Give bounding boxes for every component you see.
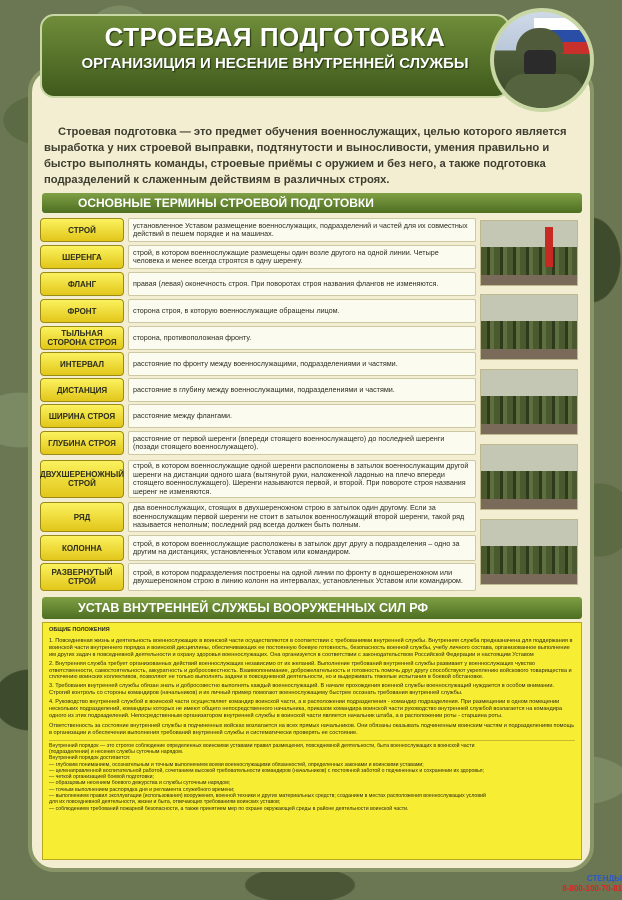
term-definition: расстояние от первой шеренги (впереди стоящего военнослужащего) до последней шеренги (позади стоящего военнослужащего). — [128, 431, 476, 455]
term-label: ДВУХШЕРЕНОЖНЫЙ СТРОЙ — [40, 460, 124, 498]
term-definition: сторона строя, в которую военнослужащие обращены лицом. — [128, 299, 476, 323]
charter-banner: УСТАВ ВНУТРЕННЕЙ СЛУЖБЫ ВООРУЖЕННЫХ СИЛ РФ — [42, 597, 582, 619]
term-row — [40, 431, 476, 455]
term-row — [40, 272, 476, 296]
term-definition: два военнослужащих, стоящих в двухшереножном строю в затылок один другому. Если за военнослужащим первой шеренги не стоит в затылок военнослужащий второй шеренги, такой ряд называется неполным; последний ряд всегда должен быть полным. — [128, 502, 476, 532]
term-definition: расстояние в глубину между военнослужащими, подразделениями и частями. — [128, 378, 476, 402]
logo-phone: 8-800-100-70-81 — [562, 884, 622, 893]
term-label: ШЕРЕНГА — [40, 245, 124, 269]
list-item: Внутренний порядок достигается: — [49, 755, 131, 762]
balaclava-icon — [524, 50, 556, 76]
list-item: — образцовым несением боевого дежурства и службы суточным нарядом; — [49, 780, 231, 787]
parade-photo — [480, 294, 578, 360]
page-subtitle: ОРГАНИЗИЦИЯ И НЕСЕНИЕ ВНУТРЕННЕЙ СЛУЖБЫ — [81, 55, 469, 72]
charter-paragraph: 1. Повседневная жизнь и деятельность военнослужащих в воинской части осуществляются в соответствии с требованиями внутренней службы. Внутренняя служба предназначена для поддержания в воинской части внутреннего порядка и воинской дисциплины, обеспечивающих ее постоянную боевую готовность, безопасность военной службы, учебу личного состава, организованное выполнение им других задач в повседневной деятельности и охрану здоровья военнослужащих. Она организуется в соответствии с законодательством Российской Федерации и настоящим Уставом — [49, 637, 573, 658]
list-item: (подразделении) и несения службы суточным нарядом. — [49, 748, 184, 755]
term-label: СТРОЙ — [40, 218, 124, 242]
intro-paragraph: Строевая подготовка — это предмет обучения военнослужащих, целью которого является выработка у них строевой выправки, подтянутости и выносливости, умения правильно и быстро выполнять команды, строевые приёмы с оружием и без него, а также подготовка подразделений к слаженным действиям в различных строях. — [44, 126, 567, 186]
term-row — [40, 245, 476, 269]
term-row — [40, 299, 476, 323]
term-row — [40, 502, 476, 532]
term-row — [40, 352, 476, 376]
soldier-photo — [490, 8, 594, 112]
section-title: ОБЩИЕ ПОЛОЖЕНИЯ — [49, 627, 110, 633]
term-label: РЯД — [40, 502, 124, 532]
term-row — [40, 535, 476, 561]
term-label: КОЛОННА — [40, 535, 124, 561]
uniform-icon — [504, 74, 584, 112]
parade-photo — [480, 369, 578, 435]
parade-photo — [480, 519, 578, 585]
header-banner — [40, 14, 510, 98]
charter-block — [42, 622, 582, 860]
logo-brand: СТЕНДЫ — [586, 874, 622, 883]
list-item: — точным выполнением распорядка дня и регламента служебного времени; — [49, 786, 235, 793]
term-definition: строй, в котором военнослужащие размещены один возле другого на одной линии. Четыре человека и менее всегда строятся в одну шеренгу. — [128, 245, 476, 269]
list-item: — глубоким пониманием, осознательным и точным выполнением всеми военнослужащими обязанностей, определенных законами и воинскими уставами; — [49, 761, 424, 768]
charter-paragraph: 3. Требования внутренней службы обязан знать и добросовестно выполнять каждый военнослужащий. В начале прохождения военной службы военнослужащий нуждается в особом внимании. Строгий контроль со стороны командиров (начальников) и их личный пример помогают военнослужащему быстрее осознать требования внутренней службы. — [49, 683, 555, 697]
charter-paragraph: 4. Руководство внутренней службой в воинской части осуществляет командир воинской части, а в расположении подразделения - командир подразделения. При размещении в одном помещении нескольких подразделений, командиры которых не имеют общего непосредственного начальника, приказом командира воинской части руководство внутренней службой возлагается на командира одного из этих подразделений. Непосредственным организатором внутренней службы в воинской части является начальник штаба, а в расположении роты - старшина роты. — [49, 699, 563, 719]
term-label: ШИРИНА СТРОЯ — [40, 404, 124, 428]
term-row — [40, 378, 476, 402]
internal-order-list — [49, 740, 575, 812]
term-row — [40, 404, 476, 428]
term-label: ФЛАНГ — [40, 272, 124, 296]
list-item: — целенаправленной воспитательной работой, сочетанием высокой требовательности командиров (начальников) с постоянной заботой о подчиненных и сохранении их здоровья; — [49, 767, 485, 774]
list-item: Внутренний порядок — это строгое соблюдение определенных воинскими уставами правил размещения, повседневной деятельности, быта военнослужащих в воинской части — [49, 742, 475, 749]
parade-photo — [480, 444, 578, 510]
term-label: ИНТЕРВАЛ — [40, 352, 124, 376]
term-label: РАЗВЕРНУТЫЙ СТРОЙ — [40, 563, 124, 591]
term-definition: строй, в котором военнослужащие одной шеренги расположены в затылок военнослужащим другой шеренги на дистанции одного шага (вытянутой руки, наложенной ладонью на плечо впереди стоящего военнослужащего). Шеренги называются первой, и второй. При повороте строя названия шеренг не изменяются. — [128, 460, 476, 498]
parade-photo — [480, 220, 578, 286]
charter-paragraph: Ответственность за состояние внутренней службы в подчиненных войсках возлагается на всех прямых начальников. Они обязаны оказывать подчиненным воинским частям и подразделениям помощь в организации и обеспечении выполнения требований внутренней службы и систематически проверять ее состояние. — [49, 722, 575, 736]
term-row — [40, 460, 476, 498]
list-item: — четкой организацией боевой подготовки; — [49, 774, 154, 781]
list-item: для их повседневной деятельности, жизни и быта, отвечающих требованиям воинских уставов; — [49, 799, 281, 806]
term-definition: правая (левая) оконечность строя. При поворотах строя названия флангов не изменяются. — [128, 272, 476, 296]
term-row — [40, 326, 476, 350]
publisher-logo — [532, 874, 622, 900]
term-definition: сторона, противоположная фронту. — [128, 326, 476, 350]
list-item: — выполнением правил эксплуатации (использования) вооружения, военной техники и других материальных средств; созданием в местах расположения военнослужащих условий — [49, 793, 486, 800]
term-label: ТЫЛЬНАЯ СТОРОНА СТРОЯ — [40, 326, 124, 350]
list-item: — соблюдением требований пожарной безопасности, а также принятием мер по охране окружающей среды в районе деятельности воинской части. — [49, 805, 409, 812]
term-label: ДИСТАНЦИЯ — [40, 378, 124, 402]
term-definition: строй, в котором военнослужащие расположены в затылок друг другу а подразделения – одно за другим на дистанциях, установленных Уставом или командиром. — [128, 535, 476, 561]
terms-banner: ОСНОВНЫЕ ТЕРМИНЫ СТРОЕВОЙ ПОДГОТОВКИ — [42, 193, 582, 213]
term-definition: расстояние по фронту между военнослужащими, подразделениями и частями. — [128, 352, 476, 376]
term-row — [40, 563, 476, 591]
term-row — [40, 218, 476, 242]
charter-paragraph: 2. Внутренняя служба требует организованных действий военнослужащих независимо от их желаний. Выполнение требований внутренней службы развивает у военнослужащих чувство ответственности, самостоятельность, аккуратность и добросовестность. Взаимопонимание, доброжелательность и готовность помочь друг другу способствуют укреплению войскового товарищества и сплочению воинских коллективов, позволяют не только выполнять задачи в повседневной деятельности, но и выдерживать тяжелые испытания в боевой обстановке. — [49, 660, 572, 681]
term-definition: установленное Уставом размещение военнослужащих, подразделений и частей для их совместных действий в пешем порядке и на машинах. — [128, 218, 476, 242]
page-title: СТРОЕВАЯ ПОДГОТОВКА — [104, 22, 446, 52]
term-label: ГЛУБИНА СТРОЯ — [40, 431, 124, 455]
term-definition: строй, в котором подразделения построены на одной линии по фронту в одношереножном или двухшереножном строю в линию колонн на интервалах, установленных Уставом или командиром. — [128, 563, 476, 591]
term-definition: расстояние между флангами. — [128, 404, 476, 428]
term-label: ФРОНТ — [40, 299, 124, 323]
